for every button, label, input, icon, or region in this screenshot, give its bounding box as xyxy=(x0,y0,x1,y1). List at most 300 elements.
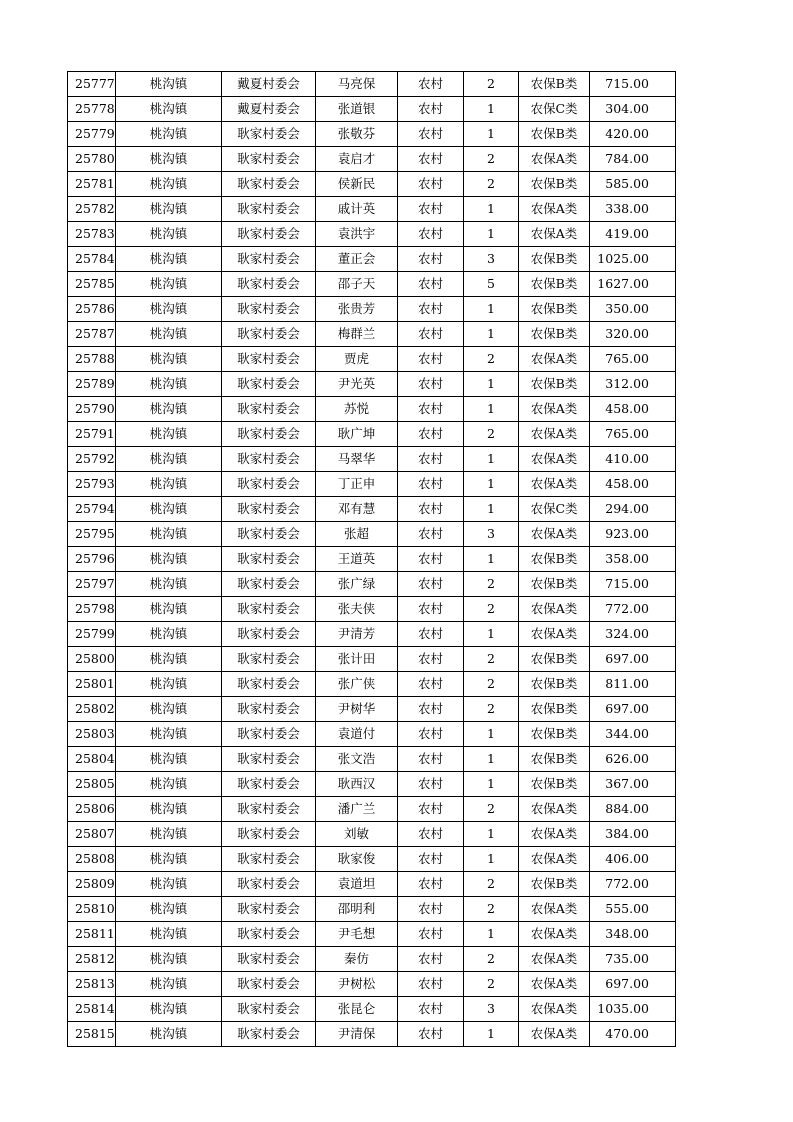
name-cell: 尹光英 xyxy=(316,372,398,397)
insurance-category-cell: 农保B类 xyxy=(519,697,590,722)
household-size-cell: 2 xyxy=(464,147,519,172)
amount-cell: 320.00 xyxy=(590,322,676,347)
village-cell: 耿家村委会 xyxy=(222,672,316,697)
household-size-cell: 3 xyxy=(464,522,519,547)
name-cell: 张昆仑 xyxy=(316,997,398,1022)
insurance-category-cell: 农保B类 xyxy=(519,122,590,147)
table-row xyxy=(68,747,676,772)
area-type-cell: 农村 xyxy=(398,372,464,397)
area-type-cell: 农村 xyxy=(398,497,464,522)
name-cell: 邵明利 xyxy=(316,897,398,922)
table-row xyxy=(68,772,676,797)
household-size-cell: 1 xyxy=(464,622,519,647)
insurance-category-cell: 农保B类 xyxy=(519,247,590,272)
village-cell: 耿家村委会 xyxy=(222,322,316,347)
village-cell: 耿家村委会 xyxy=(222,697,316,722)
amount-cell: 811.00 xyxy=(590,672,676,697)
name-cell: 尹毛想 xyxy=(316,922,398,947)
name-cell: 张计田 xyxy=(316,647,398,672)
village-cell: 耿家村委会 xyxy=(222,997,316,1022)
amount-cell: 884.00 xyxy=(590,797,676,822)
household-size-cell: 2 xyxy=(464,947,519,972)
table-row xyxy=(68,297,676,322)
area-type-cell: 农村 xyxy=(398,197,464,222)
name-cell: 张广绿 xyxy=(316,572,398,597)
name-cell: 马翠华 xyxy=(316,447,398,472)
name-cell: 袁道付 xyxy=(316,722,398,747)
insurance-category-cell: 农保B类 xyxy=(519,672,590,697)
insurance-category-cell: 农保A类 xyxy=(519,972,590,997)
area-type-cell: 农村 xyxy=(398,622,464,647)
name-cell: 张夫侠 xyxy=(316,597,398,622)
amount-cell: 1627.00 xyxy=(590,272,676,297)
household-size-cell: 2 xyxy=(464,72,519,97)
village-cell: 耿家村委会 xyxy=(222,422,316,447)
name-cell: 张贵芳 xyxy=(316,297,398,322)
record-id-cell: 25794 xyxy=(68,497,116,522)
village-cell: 耿家村委会 xyxy=(222,622,316,647)
town-cell: 桃沟镇 xyxy=(116,197,222,222)
village-cell: 耿家村委会 xyxy=(222,1022,316,1047)
village-cell: 耿家村委会 xyxy=(222,347,316,372)
household-size-cell: 3 xyxy=(464,247,519,272)
name-cell: 张广侠 xyxy=(316,672,398,697)
table-row xyxy=(68,972,676,997)
town-cell: 桃沟镇 xyxy=(116,422,222,447)
record-id-cell: 25804 xyxy=(68,747,116,772)
record-id-cell: 25789 xyxy=(68,372,116,397)
name-cell: 侯新民 xyxy=(316,172,398,197)
insurance-category-cell: 农保A类 xyxy=(519,197,590,222)
amount-cell: 765.00 xyxy=(590,422,676,447)
area-type-cell: 农村 xyxy=(398,722,464,747)
amount-cell: 715.00 xyxy=(590,572,676,597)
insurance-category-cell: 农保B类 xyxy=(519,547,590,572)
amount-cell: 324.00 xyxy=(590,622,676,647)
insurance-category-cell: 农保A类 xyxy=(519,947,590,972)
household-size-cell: 5 xyxy=(464,272,519,297)
area-type-cell: 农村 xyxy=(398,147,464,172)
table-body xyxy=(68,72,676,1047)
village-cell: 耿家村委会 xyxy=(222,472,316,497)
amount-cell: 735.00 xyxy=(590,947,676,972)
insurance-category-cell: 农保B类 xyxy=(519,172,590,197)
village-cell: 耿家村委会 xyxy=(222,147,316,172)
record-id-cell: 25787 xyxy=(68,322,116,347)
area-type-cell: 农村 xyxy=(398,597,464,622)
village-cell: 耿家村委会 xyxy=(222,247,316,272)
name-cell: 邵子天 xyxy=(316,272,398,297)
town-cell: 桃沟镇 xyxy=(116,722,222,747)
village-cell: 耿家村委会 xyxy=(222,497,316,522)
insurance-category-cell: 农保A类 xyxy=(519,422,590,447)
amount-cell: 367.00 xyxy=(590,772,676,797)
table-row xyxy=(68,822,676,847)
name-cell: 耿家俊 xyxy=(316,847,398,872)
town-cell: 桃沟镇 xyxy=(116,72,222,97)
household-size-cell: 1 xyxy=(464,922,519,947)
record-id-cell: 25798 xyxy=(68,597,116,622)
insurance-category-cell: 农保A类 xyxy=(519,822,590,847)
insurance-category-cell: 农保A类 xyxy=(519,622,590,647)
record-id-cell: 25806 xyxy=(68,797,116,822)
table-row xyxy=(68,222,676,247)
insurance-category-cell: 农保B类 xyxy=(519,297,590,322)
record-id-cell: 25777 xyxy=(68,72,116,97)
record-id-cell: 25790 xyxy=(68,397,116,422)
amount-cell: 338.00 xyxy=(590,197,676,222)
insurance-category-cell: 农保A类 xyxy=(519,522,590,547)
insurance-category-cell: 农保A类 xyxy=(519,797,590,822)
household-size-cell: 1 xyxy=(464,822,519,847)
area-type-cell: 农村 xyxy=(398,422,464,447)
name-cell: 袁道坦 xyxy=(316,872,398,897)
table-row xyxy=(68,622,676,647)
area-type-cell: 农村 xyxy=(398,472,464,497)
amount-cell: 348.00 xyxy=(590,922,676,947)
village-cell: 耿家村委会 xyxy=(222,372,316,397)
town-cell: 桃沟镇 xyxy=(116,972,222,997)
village-cell: 耿家村委会 xyxy=(222,747,316,772)
name-cell: 耿西汉 xyxy=(316,772,398,797)
amount-cell: 406.00 xyxy=(590,847,676,872)
table-row xyxy=(68,247,676,272)
village-cell: 耿家村委会 xyxy=(222,847,316,872)
insurance-category-cell: 农保A类 xyxy=(519,447,590,472)
household-size-cell: 1 xyxy=(464,372,519,397)
town-cell: 桃沟镇 xyxy=(116,922,222,947)
insurance-category-cell: 农保A类 xyxy=(519,222,590,247)
town-cell: 桃沟镇 xyxy=(116,497,222,522)
area-type-cell: 农村 xyxy=(398,947,464,972)
amount-cell: 1035.00 xyxy=(590,997,676,1022)
town-cell: 桃沟镇 xyxy=(116,472,222,497)
town-cell: 桃沟镇 xyxy=(116,522,222,547)
table-row xyxy=(68,197,676,222)
insurance-category-cell: 农保B类 xyxy=(519,722,590,747)
amount-cell: 555.00 xyxy=(590,897,676,922)
record-id-cell: 25780 xyxy=(68,147,116,172)
record-id-cell: 25809 xyxy=(68,872,116,897)
table-row xyxy=(68,522,676,547)
household-size-cell: 1 xyxy=(464,122,519,147)
area-type-cell: 农村 xyxy=(398,572,464,597)
amount-cell: 697.00 xyxy=(590,647,676,672)
area-type-cell: 农村 xyxy=(398,897,464,922)
town-cell: 桃沟镇 xyxy=(116,547,222,572)
village-cell: 耿家村委会 xyxy=(222,897,316,922)
record-id-cell: 25782 xyxy=(68,197,116,222)
town-cell: 桃沟镇 xyxy=(116,622,222,647)
table-row xyxy=(68,572,676,597)
table-row xyxy=(68,372,676,397)
village-cell: 耿家村委会 xyxy=(222,547,316,572)
table-row xyxy=(68,997,676,1022)
table-row xyxy=(68,1022,676,1047)
household-size-cell: 1 xyxy=(464,297,519,322)
insurance-category-cell: 农保B类 xyxy=(519,747,590,772)
household-size-cell: 1 xyxy=(464,847,519,872)
household-size-cell: 2 xyxy=(464,422,519,447)
town-cell: 桃沟镇 xyxy=(116,397,222,422)
name-cell: 尹树华 xyxy=(316,697,398,722)
household-size-cell: 1 xyxy=(464,1022,519,1047)
record-id-cell: 25796 xyxy=(68,547,116,572)
area-type-cell: 农村 xyxy=(398,672,464,697)
town-cell: 桃沟镇 xyxy=(116,772,222,797)
town-cell: 桃沟镇 xyxy=(116,122,222,147)
name-cell: 耿广坤 xyxy=(316,422,398,447)
record-id-cell: 25813 xyxy=(68,972,116,997)
area-type-cell: 农村 xyxy=(398,647,464,672)
insurance-category-cell: 农保A类 xyxy=(519,897,590,922)
town-cell: 桃沟镇 xyxy=(116,747,222,772)
village-cell: 耿家村委会 xyxy=(222,122,316,147)
name-cell: 秦仿 xyxy=(316,947,398,972)
town-cell: 桃沟镇 xyxy=(116,597,222,622)
insurance-category-cell: 农保B类 xyxy=(519,272,590,297)
insurance-category-cell: 农保A类 xyxy=(519,1022,590,1047)
area-type-cell: 农村 xyxy=(398,297,464,322)
amount-cell: 772.00 xyxy=(590,872,676,897)
area-type-cell: 农村 xyxy=(398,972,464,997)
village-cell: 耿家村委会 xyxy=(222,172,316,197)
name-cell: 董正会 xyxy=(316,247,398,272)
table-row xyxy=(68,397,676,422)
area-type-cell: 农村 xyxy=(398,747,464,772)
name-cell: 尹树松 xyxy=(316,972,398,997)
amount-cell: 765.00 xyxy=(590,347,676,372)
household-size-cell: 2 xyxy=(464,797,519,822)
village-cell: 戴夏村委会 xyxy=(222,97,316,122)
table-row xyxy=(68,797,676,822)
record-id-cell: 25803 xyxy=(68,722,116,747)
record-id-cell: 25814 xyxy=(68,997,116,1022)
town-cell: 桃沟镇 xyxy=(116,997,222,1022)
area-type-cell: 农村 xyxy=(398,347,464,372)
insurance-category-cell: 农保A类 xyxy=(519,997,590,1022)
name-cell: 袁洪宇 xyxy=(316,222,398,247)
town-cell: 桃沟镇 xyxy=(116,147,222,172)
area-type-cell: 农村 xyxy=(398,522,464,547)
village-cell: 耿家村委会 xyxy=(222,797,316,822)
record-id-cell: 25805 xyxy=(68,772,116,797)
household-size-cell: 1 xyxy=(464,747,519,772)
town-cell: 桃沟镇 xyxy=(116,647,222,672)
amount-cell: 923.00 xyxy=(590,522,676,547)
village-cell: 耿家村委会 xyxy=(222,922,316,947)
table-row xyxy=(68,272,676,297)
table-row xyxy=(68,122,676,147)
amount-cell: 715.00 xyxy=(590,72,676,97)
record-id-cell: 25795 xyxy=(68,522,116,547)
area-type-cell: 农村 xyxy=(398,97,464,122)
insurance-category-cell: 农保A类 xyxy=(519,397,590,422)
amount-cell: 420.00 xyxy=(590,122,676,147)
area-type-cell: 农村 xyxy=(398,922,464,947)
area-type-cell: 农村 xyxy=(398,397,464,422)
town-cell: 桃沟镇 xyxy=(116,172,222,197)
name-cell: 苏悦 xyxy=(316,397,398,422)
town-cell: 桃沟镇 xyxy=(116,947,222,972)
insurance-category-cell: 农保A类 xyxy=(519,847,590,872)
record-id-cell: 25793 xyxy=(68,472,116,497)
town-cell: 桃沟镇 xyxy=(116,897,222,922)
household-size-cell: 2 xyxy=(464,347,519,372)
household-size-cell: 1 xyxy=(464,222,519,247)
record-id-cell: 25800 xyxy=(68,647,116,672)
table-row xyxy=(68,697,676,722)
table-row xyxy=(68,72,676,97)
amount-cell: 419.00 xyxy=(590,222,676,247)
household-size-cell: 3 xyxy=(464,997,519,1022)
name-cell: 尹清芳 xyxy=(316,622,398,647)
village-cell: 耿家村委会 xyxy=(222,872,316,897)
town-cell: 桃沟镇 xyxy=(116,372,222,397)
town-cell: 桃沟镇 xyxy=(116,222,222,247)
household-size-cell: 2 xyxy=(464,597,519,622)
household-size-cell: 2 xyxy=(464,647,519,672)
table-row xyxy=(68,722,676,747)
town-cell: 桃沟镇 xyxy=(116,797,222,822)
insurance-category-cell: 农保B类 xyxy=(519,572,590,597)
record-id-cell: 25797 xyxy=(68,572,116,597)
household-size-cell: 1 xyxy=(464,97,519,122)
insurance-category-cell: 农保C类 xyxy=(519,497,590,522)
record-id-cell: 25802 xyxy=(68,697,116,722)
amount-cell: 1025.00 xyxy=(590,247,676,272)
town-cell: 桃沟镇 xyxy=(116,847,222,872)
area-type-cell: 农村 xyxy=(398,547,464,572)
record-id-cell: 25799 xyxy=(68,622,116,647)
table-row xyxy=(68,897,676,922)
village-cell: 耿家村委会 xyxy=(222,522,316,547)
town-cell: 桃沟镇 xyxy=(116,672,222,697)
table-row xyxy=(68,497,676,522)
area-type-cell: 农村 xyxy=(398,322,464,347)
name-cell: 贾虎 xyxy=(316,347,398,372)
record-id-cell: 25786 xyxy=(68,297,116,322)
record-id-cell: 25788 xyxy=(68,347,116,372)
household-size-cell: 2 xyxy=(464,897,519,922)
record-id-cell: 25807 xyxy=(68,822,116,847)
amount-cell: 358.00 xyxy=(590,547,676,572)
village-cell: 耿家村委会 xyxy=(222,972,316,997)
insurance-category-cell: 农保A类 xyxy=(519,597,590,622)
table-row xyxy=(68,872,676,897)
household-size-cell: 1 xyxy=(464,772,519,797)
town-cell: 桃沟镇 xyxy=(116,1022,222,1047)
name-cell: 潘广兰 xyxy=(316,797,398,822)
table-row xyxy=(68,847,676,872)
record-id-cell: 25781 xyxy=(68,172,116,197)
town-cell: 桃沟镇 xyxy=(116,697,222,722)
village-cell: 耿家村委会 xyxy=(222,397,316,422)
household-size-cell: 2 xyxy=(464,697,519,722)
table-row xyxy=(68,447,676,472)
amount-cell: 585.00 xyxy=(590,172,676,197)
table-row xyxy=(68,147,676,172)
village-cell: 耿家村委会 xyxy=(222,647,316,672)
name-cell: 丁正申 xyxy=(316,472,398,497)
area-type-cell: 农村 xyxy=(398,447,464,472)
table-row xyxy=(68,922,676,947)
name-cell: 邓有慧 xyxy=(316,497,398,522)
household-size-cell: 2 xyxy=(464,672,519,697)
data-table xyxy=(67,71,676,1047)
table-row xyxy=(68,472,676,497)
household-size-cell: 1 xyxy=(464,497,519,522)
town-cell: 桃沟镇 xyxy=(116,297,222,322)
name-cell: 张敬芬 xyxy=(316,122,398,147)
record-id-cell: 25812 xyxy=(68,947,116,972)
insurance-category-cell: 农保B类 xyxy=(519,72,590,97)
name-cell: 张文浩 xyxy=(316,747,398,772)
insurance-category-cell: 农保A类 xyxy=(519,922,590,947)
area-type-cell: 农村 xyxy=(398,772,464,797)
village-cell: 耿家村委会 xyxy=(222,222,316,247)
household-size-cell: 2 xyxy=(464,172,519,197)
name-cell: 袁启才 xyxy=(316,147,398,172)
household-size-cell: 1 xyxy=(464,447,519,472)
area-type-cell: 农村 xyxy=(398,247,464,272)
amount-cell: 294.00 xyxy=(590,497,676,522)
village-cell: 耿家村委会 xyxy=(222,772,316,797)
record-id-cell: 25779 xyxy=(68,122,116,147)
village-cell: 耿家村委会 xyxy=(222,197,316,222)
village-cell: 耿家村委会 xyxy=(222,447,316,472)
village-cell: 耿家村委会 xyxy=(222,272,316,297)
village-cell: 耿家村委会 xyxy=(222,297,316,322)
amount-cell: 772.00 xyxy=(590,597,676,622)
record-id-cell: 25783 xyxy=(68,222,116,247)
amount-cell: 410.00 xyxy=(590,447,676,472)
amount-cell: 697.00 xyxy=(590,972,676,997)
village-cell: 耿家村委会 xyxy=(222,947,316,972)
insurance-category-cell: 农保B类 xyxy=(519,872,590,897)
table-row xyxy=(68,422,676,447)
household-size-cell: 1 xyxy=(464,722,519,747)
record-id-cell: 25810 xyxy=(68,897,116,922)
name-cell: 刘敏 xyxy=(316,822,398,847)
village-cell: 耿家村委会 xyxy=(222,572,316,597)
insurance-category-cell: 农保A类 xyxy=(519,472,590,497)
table-row xyxy=(68,322,676,347)
name-cell: 张道银 xyxy=(316,97,398,122)
amount-cell: 470.00 xyxy=(590,1022,676,1047)
name-cell: 张超 xyxy=(316,522,398,547)
name-cell: 尹清保 xyxy=(316,1022,398,1047)
amount-cell: 304.00 xyxy=(590,97,676,122)
table-row xyxy=(68,947,676,972)
area-type-cell: 农村 xyxy=(398,72,464,97)
household-size-cell: 1 xyxy=(464,322,519,347)
area-type-cell: 农村 xyxy=(398,997,464,1022)
name-cell: 梅群兰 xyxy=(316,322,398,347)
village-cell: 耿家村委会 xyxy=(222,722,316,747)
amount-cell: 344.00 xyxy=(590,722,676,747)
town-cell: 桃沟镇 xyxy=(116,872,222,897)
household-size-cell: 2 xyxy=(464,972,519,997)
record-id-cell: 25808 xyxy=(68,847,116,872)
record-id-cell: 25785 xyxy=(68,272,116,297)
amount-cell: 784.00 xyxy=(590,147,676,172)
household-size-cell: 1 xyxy=(464,197,519,222)
town-cell: 桃沟镇 xyxy=(116,97,222,122)
record-id-cell: 25801 xyxy=(68,672,116,697)
area-type-cell: 农村 xyxy=(398,697,464,722)
table-row xyxy=(68,347,676,372)
